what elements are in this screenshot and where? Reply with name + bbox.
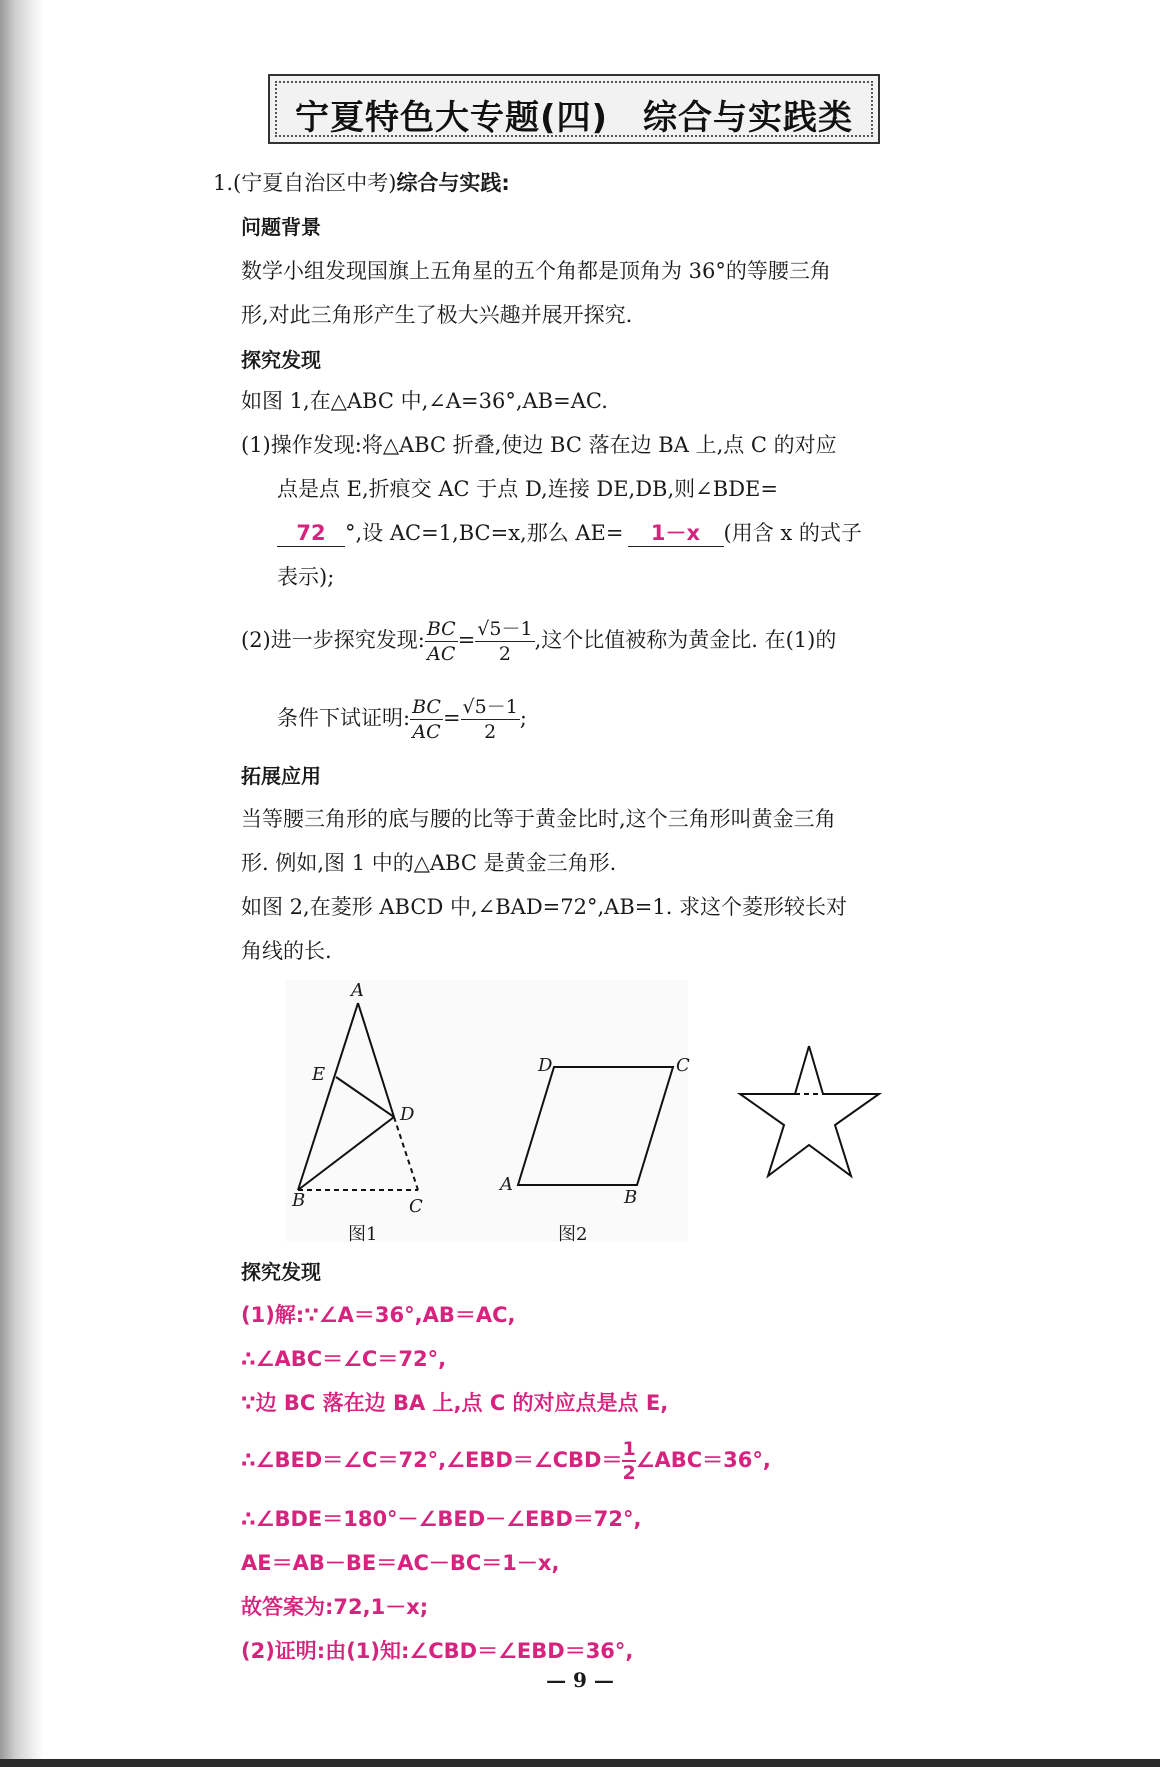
- fig2-caption: 图2: [558, 1224, 588, 1245]
- solution-heading: 探究发现: [241, 1260, 321, 1284]
- fraction-bc-ac: $\frac{BC}{AC}$: [426, 618, 456, 665]
- problem-number: 1.: [213, 171, 234, 195]
- q2-line2-prefix: 条件下试证明:: [277, 706, 411, 730]
- segment-ed: [336, 1077, 394, 1117]
- fig2-label-a: A: [500, 1174, 513, 1195]
- page-number: — 9 —: [546, 1668, 614, 1692]
- q1-line-1: (1)操作发现:将△ABC 折叠,使边 BC 落在边 BA 上,点 C 的对应: [241, 433, 837, 457]
- fig2-label-b: B: [624, 1187, 638, 1208]
- solution-line-8: (2)证明:由(1)知:∠CBD＝∠EBD＝36°,: [241, 1639, 634, 1663]
- answer-blank-1: 72: [277, 520, 345, 547]
- segment-ab: [298, 1003, 358, 1190]
- solution-line-7: 故答案为:72,1－x;: [241, 1595, 429, 1619]
- q2-prefix: (2)进一步探究发现:: [241, 628, 425, 652]
- answer-blank-2: 1－x: [628, 520, 724, 547]
- q1-line-4: 表示);: [277, 565, 335, 589]
- fig1-caption: 图1: [348, 1224, 378, 1245]
- fig1-label-c: C: [409, 1196, 423, 1217]
- rhombus-abcd: [518, 1067, 673, 1185]
- background-line-1: 数学小组发现国旗上五角星的五个角都是顶角为 36°的等腰三角: [241, 259, 831, 283]
- background-line-2: 形,对此三角形产生了极大兴趣并展开探究.: [241, 303, 633, 327]
- section-explore: 探究发现: [241, 348, 321, 372]
- segment-ad: [358, 1003, 394, 1117]
- q1-middle-text: °,设 AC=1,BC=x,那么 AE=: [345, 521, 624, 545]
- fraction-bc-ac-2: $\frac{BC}{AC}$: [412, 696, 441, 743]
- fraction-golden-ratio-2: $\frac{√5-1}{2}$: [462, 696, 518, 743]
- figure-3-star: [740, 1046, 879, 1176]
- star-outline: [740, 1046, 879, 1176]
- fig1-label-a: A: [351, 980, 364, 1001]
- figure-2-rhombus: [518, 1067, 673, 1185]
- extend-line-4: 角线的长.: [241, 939, 332, 963]
- segment-bd: [298, 1117, 394, 1190]
- fraction-one-half: $\frac{1}{2}$: [622, 1438, 636, 1484]
- extend-line-2: 形. 例如,图 1 中的△ABC 是黄金三角形.: [241, 851, 617, 875]
- q1-line-2: 点是点 E,折痕交 AC 于点 D,连接 DE,DB,则∠BDE=: [277, 477, 778, 501]
- figure-1-triangle: [298, 1003, 418, 1190]
- explore-intro: 如图 1,在△ABC 中,∠A=36°,AB=AC.: [241, 389, 608, 413]
- fig2-label-c: C: [676, 1055, 690, 1076]
- section-extend: 拓展应用: [241, 764, 321, 788]
- q2-line-1: (2)进一步探究发现: $\frac{BC}{AC}$ = $\frac{√5-1}{2}$ ,这个比值被称为黄金比. 在(1)的: [241, 618, 837, 665]
- extend-line-3: 如图 2,在菱形 ABCD 中,∠BAD=72°,AB=1. 求这个菱形较长对: [241, 895, 848, 919]
- fraction-golden-ratio: $\frac{√5-1}{2}$: [477, 618, 533, 665]
- fig2-label-d: D: [538, 1055, 553, 1076]
- problem-heading: 综合与实践:: [396, 171, 510, 195]
- segment-dc-dashed: [394, 1117, 418, 1190]
- extend-line-1: 当等腰三角形的底与腰的比等于黄金比时,这个三角形叫黄金三角: [241, 807, 836, 831]
- q2-line-2: 条件下试证明: $\frac{BC}{AC}$ = $\frac{√5-1}{2}$ ;: [277, 696, 527, 743]
- q1-tail-text: (用含 x 的式子: [723, 521, 862, 545]
- solution-line-2: ∴∠ABC＝∠C＝72°,: [241, 1347, 447, 1371]
- solution-line-4: ∴∠BED＝∠C＝72°,∠EBD＝∠CBD＝ $\frac{1}{2}$ ∠ABC＝36°,: [241, 1438, 771, 1484]
- solution-line-1: (1)解:∵∠A＝36°,AB＝AC,: [241, 1303, 516, 1327]
- fig1-label-e: E: [312, 1064, 326, 1085]
- fig1-label-d: D: [400, 1104, 415, 1125]
- q2-suffix: ,这个比值被称为黄金比. 在(1)的: [534, 628, 837, 652]
- bottom-edge-bar: [0, 1759, 1160, 1767]
- section-background: 问题背景: [241, 215, 321, 239]
- solution-line-6: AE＝AB－BE＝AC－BC＝1－x,: [241, 1551, 560, 1575]
- problem-source: (宁夏自治区中考): [233, 171, 397, 195]
- solution-line-3: ∵边 BC 落在边 BA 上,点 C 的对应点是点 E,: [241, 1391, 669, 1415]
- page-title: 宁夏特色大专题(四) 综合与实践类: [294, 98, 854, 138]
- solution-line-5: ∴∠BDE＝180°－∠BED－∠EBD＝72°,: [241, 1507, 642, 1531]
- fig1-label-b: B: [292, 1190, 306, 1211]
